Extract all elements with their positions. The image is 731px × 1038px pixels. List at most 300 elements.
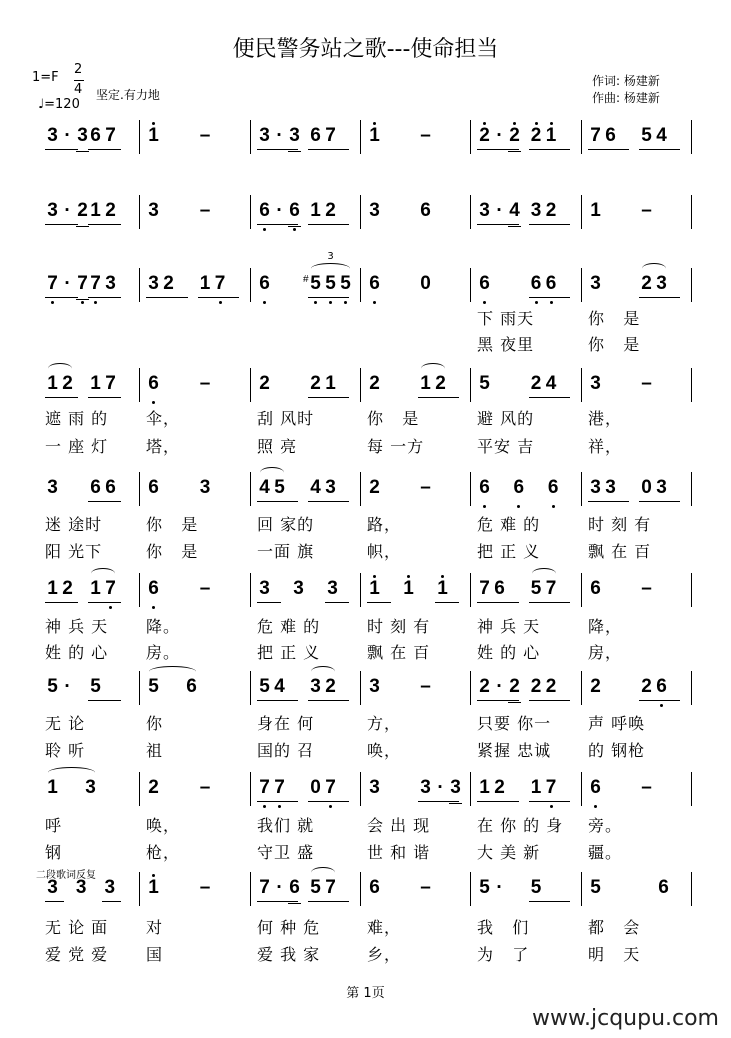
note: 0 [310, 776, 321, 798]
note: 3 [327, 577, 338, 599]
beat-group [418, 273, 459, 297]
beat-group [367, 125, 408, 149]
note: 6 [310, 124, 321, 146]
note: – [641, 777, 652, 798]
note: 6 [544, 273, 559, 295]
beat-group [588, 477, 629, 502]
beat-group [146, 578, 188, 602]
note: 1 [90, 199, 101, 221]
key-signature: 1=F [32, 70, 59, 85]
barline [250, 120, 251, 154]
lyric-text: 我 们 [477, 918, 530, 937]
measure [257, 368, 359, 402]
lyric-text: 方， [367, 714, 402, 733]
note: 6 [105, 476, 116, 498]
note: 5 [479, 373, 490, 394]
barline [250, 671, 251, 705]
lyric-text: 刮 风时 [257, 409, 315, 428]
beat-group [88, 125, 121, 150]
note [161, 676, 184, 698]
note: 1 [367, 125, 382, 147]
beat-group [257, 676, 298, 701]
note: 6 [287, 200, 302, 222]
staff-system [0, 872, 731, 906]
measure [367, 195, 469, 229]
beat-group [435, 578, 459, 603]
beat-group [367, 200, 408, 224]
beat-group [198, 477, 240, 501]
low-octave-dot [483, 505, 486, 508]
note: · [496, 124, 503, 146]
note: 3 [85, 777, 96, 798]
lyric-text: 国的 召 [257, 741, 315, 760]
barline [470, 872, 471, 906]
beat-group [588, 200, 629, 224]
note: 2 [75, 200, 90, 222]
note: 6 [146, 373, 161, 395]
note: · [276, 876, 283, 898]
lyric-text: 你 是 [588, 335, 641, 354]
note: 6 [605, 124, 616, 146]
note: 6 [146, 578, 161, 600]
beat-group [88, 477, 121, 502]
barline [470, 368, 471, 402]
note: 1 [325, 372, 336, 394]
barline [139, 120, 140, 154]
note: 6 [588, 777, 603, 799]
beat-group [45, 373, 78, 398]
note: 6 [658, 877, 669, 898]
note: 6 [287, 877, 302, 899]
slur-arc [311, 867, 335, 878]
lyric-text: 旁。 [588, 816, 623, 835]
beat-group [529, 200, 571, 225]
beat-group [529, 777, 571, 802]
barline [691, 368, 692, 402]
note: 2 [62, 372, 73, 394]
beat-group [588, 273, 629, 297]
time-signature-line [74, 80, 84, 81]
note: 6 [529, 273, 544, 295]
note: 2 [325, 199, 336, 221]
beat-group [367, 676, 408, 700]
note: 7 [323, 777, 338, 799]
note: 7 [105, 124, 116, 146]
note: 3 [148, 200, 159, 221]
beat-group [308, 477, 349, 502]
note: 7 [259, 876, 270, 898]
measure [367, 772, 469, 806]
low-octave-dot [263, 805, 266, 808]
beat-group [477, 877, 519, 901]
barline [360, 772, 361, 806]
lyric-text: 你 是 [146, 515, 199, 534]
slur-arc [149, 666, 196, 677]
barline [470, 268, 471, 302]
beat-group [45, 124, 88, 150]
note: 1 [47, 577, 58, 599]
barline [139, 368, 140, 402]
beat-group [639, 273, 680, 298]
lyric-text: 降， [588, 617, 623, 636]
note: 5 [479, 877, 490, 898]
measure [588, 195, 690, 229]
note: 6 [257, 273, 272, 295]
note: 3 [420, 776, 431, 798]
measure [45, 772, 131, 806]
low-octave-dot [660, 704, 663, 707]
lyric-text: 无 论 [45, 714, 86, 733]
lyricist-credit: 作词: 杨建新 [592, 74, 660, 88]
note: 7 [325, 876, 336, 898]
lyric-text: 聆 听 [45, 741, 86, 760]
note: 2 [641, 272, 652, 294]
note: 3 [259, 124, 270, 146]
measure [477, 671, 580, 705]
staff-system [0, 671, 731, 705]
measure [45, 368, 131, 402]
note: 7 [545, 577, 557, 599]
beat-group [401, 578, 425, 602]
note: 3 [590, 476, 601, 498]
lyric-text: 枪， [146, 843, 181, 862]
measure [367, 872, 469, 906]
beat-group [639, 125, 680, 150]
lyric-text: 飘 在 百 [588, 542, 652, 561]
note: 3 [530, 199, 542, 221]
beat-group [477, 578, 519, 603]
staff-system [0, 195, 731, 229]
note: 6 [367, 273, 382, 295]
high-octave-dot [483, 122, 486, 125]
lyric-text: 祥， [588, 437, 623, 456]
beat-group [102, 877, 121, 902]
note: 2 [545, 675, 557, 697]
lyric-text: 回 家的 [257, 515, 315, 534]
low-octave-dot [152, 606, 155, 609]
beat-group [588, 373, 629, 397]
lyric-text: 会 出 现 [367, 816, 431, 835]
beat-group [639, 676, 680, 701]
beat-group [257, 777, 298, 802]
barline [581, 120, 582, 154]
note: 6 [590, 578, 601, 599]
note: 5 [259, 675, 270, 697]
beat-group [198, 578, 240, 602]
beat-group [146, 373, 188, 397]
note: 3 [47, 477, 58, 498]
beat-group [146, 777, 188, 801]
note: 0 [420, 273, 431, 294]
beat-group [146, 125, 188, 149]
lyric-text: 紧握 忠诚 [477, 741, 552, 760]
low-octave-dot [81, 301, 84, 304]
low-octave-dot [329, 301, 332, 304]
measure [588, 368, 690, 402]
measure [477, 472, 580, 506]
low-octave-dot [373, 301, 376, 304]
note: 3 [47, 124, 58, 146]
lyric-text: 迷 途时 [45, 515, 103, 534]
slur-arc [311, 666, 335, 677]
note: – [641, 373, 652, 394]
lyric-text: 塔， [146, 437, 181, 456]
note: – [641, 200, 652, 221]
measure [257, 120, 359, 154]
note: 3 [656, 272, 667, 294]
beat-group [588, 777, 629, 801]
note: · [496, 675, 503, 697]
note: · [437, 776, 444, 798]
note: 3 [590, 273, 601, 294]
barline [360, 195, 361, 229]
beat-group [198, 200, 240, 224]
beat-group [529, 273, 571, 298]
note: 5 [90, 675, 101, 697]
beat-group [511, 477, 535, 501]
beat-group [367, 373, 408, 397]
barline [250, 268, 251, 302]
measure [588, 872, 690, 906]
time-signature-bottom: 4 [74, 82, 83, 97]
lyric-text: 遮 雨 的 [45, 409, 109, 428]
note: 6 [654, 676, 669, 698]
note: 1 [367, 578, 382, 600]
barline [139, 268, 140, 302]
lyric-text: 守卫 盛 [257, 843, 315, 862]
beat-group [88, 273, 121, 298]
barline [139, 472, 140, 506]
lyric-text: 乡， [367, 945, 402, 964]
note: 1 [310, 199, 321, 221]
beat-group [529, 676, 571, 701]
staff-system [0, 472, 731, 506]
lyric-text: 平安 吉 [477, 437, 535, 456]
lyric-text: 把 正 义 [477, 542, 541, 561]
beat-group [257, 125, 298, 150]
lyric-text: 降。 [146, 617, 181, 636]
beat-group [418, 125, 459, 149]
beat-group [588, 125, 629, 150]
high-octave-dot [152, 122, 155, 125]
score-title: 便民警务站之歌---使命担当 [232, 37, 499, 62]
lyric-text: 一面 旗 [257, 542, 315, 561]
beat-group [367, 777, 408, 801]
measure [367, 472, 469, 506]
note: 3 [293, 578, 304, 599]
beat-group [477, 200, 519, 225]
beat-group [308, 676, 349, 701]
barline [250, 368, 251, 402]
barline [581, 195, 582, 229]
note: 6 [148, 477, 159, 498]
beat-group [529, 578, 571, 603]
lyric-text: 无 论 面 [45, 918, 109, 937]
note: 2 [477, 125, 492, 147]
low-octave-dot [483, 301, 486, 304]
high-octave-dot [407, 575, 410, 578]
beat-group [198, 125, 240, 149]
measure [367, 120, 469, 154]
high-octave-dot [373, 122, 376, 125]
barline [139, 573, 140, 607]
note: 7 [590, 124, 601, 146]
low-octave-dot [535, 301, 538, 304]
lyric-text: 你 是 [367, 409, 420, 428]
high-octave-dot [535, 122, 538, 125]
beat-group [308, 373, 349, 398]
beat-group [639, 777, 680, 801]
lyric-text: 唤， [367, 741, 402, 760]
measure [45, 573, 131, 607]
barline [691, 120, 692, 154]
high-octave-dot [550, 122, 553, 125]
lyric-text: 身在 何 [257, 714, 315, 733]
lyric-text: 我们 就 [257, 816, 315, 835]
measure [257, 472, 359, 506]
note: 2 [369, 477, 380, 498]
note: 5 [530, 876, 542, 898]
note: 3 [199, 477, 211, 498]
lyric-text: 房。 [146, 643, 181, 662]
note: 1 [420, 372, 431, 394]
note: 1 [146, 125, 161, 147]
beat-group [308, 200, 349, 225]
note: 2 [507, 125, 522, 147]
beat-group [367, 578, 391, 603]
measure [146, 368, 249, 402]
beat-group [529, 125, 571, 150]
beat-group [308, 777, 349, 802]
low-octave-dot [94, 301, 97, 304]
lyric-text: 路， [367, 515, 402, 534]
note: 1 [90, 577, 101, 599]
note: 5 [148, 676, 159, 697]
lyric-text: 爱 我 家 [257, 945, 321, 964]
beat-group [45, 477, 78, 501]
tempo-marking: ♩=120 [38, 97, 80, 112]
lyric-text: 姓 的 心 [477, 643, 541, 662]
lyric-text: 港， [588, 409, 623, 428]
barline [139, 671, 140, 705]
note: 7 [88, 273, 103, 295]
lyric-text: 危 难 的 [477, 515, 541, 534]
note: 7 [103, 578, 118, 600]
beat-group [367, 273, 408, 297]
staff-system [0, 772, 731, 806]
note: 1 [530, 776, 542, 798]
note: 6 [90, 124, 101, 146]
measure [45, 120, 131, 154]
measure [257, 671, 359, 705]
measure [477, 872, 580, 906]
measure [146, 872, 249, 906]
note: 2 [590, 676, 601, 697]
slur-arc [91, 568, 115, 579]
barline [360, 671, 361, 705]
beat-group [45, 676, 78, 700]
note: 7 [105, 372, 116, 394]
lyric-text: 疆。 [588, 843, 623, 862]
lyric-text: 你 是 [588, 309, 641, 328]
note: 3 [448, 777, 463, 799]
measure [588, 671, 690, 705]
note: 1 [435, 578, 450, 600]
barline [581, 368, 582, 402]
high-octave-dot [373, 575, 376, 578]
note: 3 [369, 200, 380, 221]
note: · [64, 199, 71, 221]
slur-arc [532, 568, 556, 579]
measure [146, 772, 249, 806]
note: 1 [146, 877, 161, 899]
note: 7 [45, 273, 60, 295]
note: 1 [47, 777, 58, 798]
note: 3 [75, 877, 87, 898]
barline [360, 573, 361, 607]
beat-group [477, 676, 519, 701]
note: – [420, 877, 431, 898]
beat-group [88, 373, 121, 398]
beat-group [257, 877, 298, 902]
staff-system [0, 368, 731, 402]
lyric-text: 何 种 危 [257, 918, 321, 937]
low-octave-dot [344, 301, 347, 304]
low-octave-dot [152, 401, 155, 404]
lyric-text: 只要 你一 [477, 714, 552, 733]
beat-group [45, 578, 78, 603]
barline [139, 772, 140, 806]
note: 2 [641, 675, 652, 697]
note: 5 # [308, 273, 323, 295]
beat-group [477, 777, 519, 802]
note: · [496, 199, 503, 221]
note: – [420, 477, 431, 498]
lyric-text: 照 亮 [257, 437, 298, 456]
barline [691, 772, 692, 806]
note: 1 [479, 776, 490, 798]
note: 2 [62, 577, 73, 599]
note: 3 [479, 199, 490, 221]
note: 1 [590, 200, 601, 221]
lyric-text: 时 刻 有 [588, 515, 652, 534]
page-number: 第 1页 [346, 986, 385, 1001]
beat-group [639, 578, 680, 602]
high-octave-dot [441, 575, 444, 578]
measure [45, 268, 131, 302]
beat-group [146, 273, 188, 298]
beat-group [146, 200, 188, 224]
note: 3 [104, 876, 116, 898]
beat-group [257, 477, 298, 502]
note: 4 [274, 675, 285, 697]
note: 4 [259, 476, 270, 498]
lyric-text: 阳 光下 [45, 542, 103, 561]
measure [146, 195, 249, 229]
measure [367, 671, 469, 705]
note: 5 [47, 676, 58, 697]
note: 2 [310, 372, 321, 394]
measure [588, 573, 690, 607]
low-octave-dot [550, 805, 553, 808]
note: 2 [105, 199, 116, 221]
lyric-text: 的 钢枪 [588, 741, 646, 760]
note: 5 [338, 273, 353, 295]
lyric-text: 对 [146, 918, 164, 937]
low-octave-dot [263, 301, 266, 304]
beat-group [291, 578, 315, 602]
beat-group [477, 273, 519, 297]
